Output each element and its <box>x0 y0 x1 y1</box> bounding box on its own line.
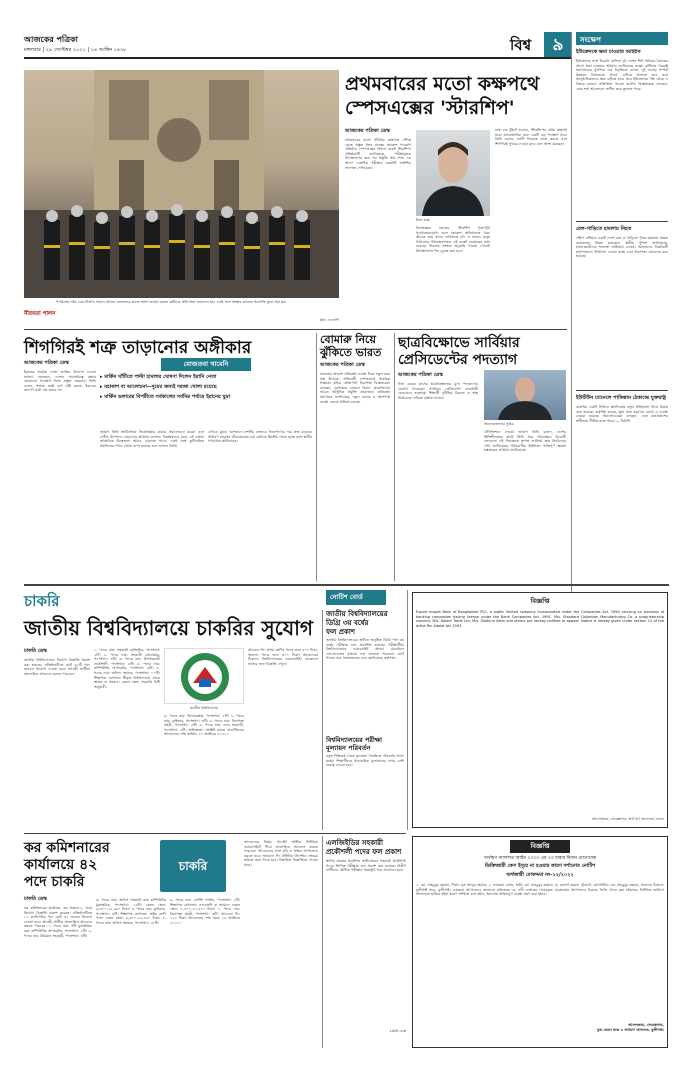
serbia-body-col1: টানা কয়েক মাসের ছাত্রবিক্ষোভের মুখে পদত্যাগের ঘোষণা দিয়েছেন সার্বিয়ার প্রেসিডেন্ট। রাজধানী বেলগ্রেডে হাজারো শিক্ষার্থী দুর্নীতির বিরুদ্ধে ও স্বচ্ছ নির্বাচনের দাবিতে রাস্তায় নামেন। <box>398 382 478 400</box>
masthead <box>24 32 669 64</box>
tax-headline-line3: পদে চাকরি <box>24 874 85 890</box>
tax-body-col4: আবেদনের নিয়ম: আগ্রহী প্রার্থীরা নির্ধারিত ওয়েবসাইটে গিয়ে অনলাইনে আবেদন করতে পারবেন। আবেদনের সঙ্গে ছবি ও স্বাক্ষর আপলোড করতে হবে। আবেদন ফি টেলিটক প্রিপেইড নম্বরের মাধ্যমে জমা দিতে হবে। বিস্তারিত বিজ্ঞপ্তিতে পাওয়া যাবে। <box>244 840 318 867</box>
spacex-headline <box>345 72 567 120</box>
court-notice-line2: ডিক্রিজারী কেস ইস্যুর না হওয়ার কারণ দর্শানোর নোটিশ <box>484 863 596 869</box>
court-notice-body: ১. মো. মাহবুবুর রহমান, পিতা: মৃত আব্দুর রহমান; ২. ফাতেমা বেগম, স্বামী: মো. মাহবুবুর রহমান; ৩. মেসার্স রহমান ট্রেডার্স, প্রোপ্রাইটর: মো. মাহবুবুর রহমান, সকলের ঠিকানা: মুন্সীগঞ্জ সদর, মুন্সীগঞ্জ। এতদ্বারা আপনাদের জানানো যাইতেছে যে, বাদী ব্যাংকের দায়েরকৃত মোকদ্দমায় আপনাদের বিরুদ্ধে ডিক্রি প্রদান করা হইয়াছে। নির্ধারিত তারিখে আদালতে হাজির হইয়া কারণ দর্শাইতে বলা হইল, অন্যথায় আইনানুগ ব্যবস্থা গ্রহণ করা হইবে। <box>416 883 664 897</box>
india-body: ভারতের আকাশ প্রতিরক্ষা ব্যবস্থা নিয়ে নতুন করে প্রশ্ন উঠেছে। প্রতিবেশী দেশগুলোর সামরিক সক্ষমতা বৃদ্ধির প্রেক্ষাপটে নিরাপত্তা বিশ্লেষকেরা বলছেন, দূরপাল্লার বোমারু বিমান মোকাবিলায় আরও আধুনিক প্রযুক্তি প্রয়োজন। প্রতিরক্ষা মন্ত্রণালয় জানিয়েছে, নতুন রাডার ও ক্ষেপণাস্ত্র ব্যবস্থা কেনার প্রক্রিয়া চলছে। <box>320 372 390 404</box>
university-emblem-icon <box>165 649 244 704</box>
brief-1-title: ইউক্রেনকে ক্ষমা চাওয়ার আহ্বান <box>576 49 641 55</box>
court-notice-subtitle: অর্থঋণ আদালত আইন ২০০৩ এর ৩৩ ধারার বিধান মোতাবেক <box>483 856 597 861</box>
serbia-body-col2: টেলিভিশনে দেওয়া ভাষণে তিনি বলেন, দেশের স্থিতিশীলতার স্বার্থে তিনি সরে দাঁড়াচ্ছেন। বিরোধী দলগুলো এই সিদ্ধান্তকে স্বাগত জানিয়ে দ্রুত নির্বাচনের দাবি জানিয়েছে। ইউরোপীয় ইউনিয়ন শান্তিপূর্ণ ক্ষমতা হস্তান্তরের আহ্বান জানিয়েছে। <box>484 430 566 453</box>
iran-body-col3: এদিকে মুদ্রার দরপতনে দেশটির বাজারে নিত্যপণ্যের দাম দ্রুত বাড়ছে। সাধারণ মানুষের জীবনযাত্রার ব্যয় মেটাতে হিমশিম খেতে হচ্ছে বলে স্থানীয় গণমাধ্যম জানিয়েছে। <box>208 430 312 444</box>
spacex-headline-line1: প্রথমবারের মতো কক্ষপথে <box>345 73 540 95</box>
legal-notice-footer: আদেশক্রমে, সেরেস্তাদার, অর্থ ঋণ আদালত, ঢাকা। <box>591 817 664 821</box>
jobs-posts-col3: আবেদন ফি: প্রথম শ্রেণির পদের জন্য ৫০০ টাকা, অন্যান্য পদের জন্য ৩০০ টাকা। আবেদনের ঠিকানা: বিশ্ববিদ্যালয়ের ওয়েবসাইট। যেকোনো তথ্যের জন্য বিজ্ঞপ্তি দেখুন। <box>248 648 318 666</box>
brief-2-title: রেল-গাড়িতে হামলায় নিহত <box>576 226 632 232</box>
india-headline <box>320 333 381 359</box>
lged-body: স্থানীয় সরকার প্রকৌশল অধিদপ্তরের সহকারী প্রকৌশলী পদের লিখিত পরীক্ষার ফল প্রকাশ করা হয়েছে। উত্তীর্ণ প্রার্থীদের মৌখিক পরীক্ষার সময়সূচি পরে জানানো হবে। <box>326 859 406 873</box>
notice-title-1 <box>326 609 404 636</box>
brief-1-body: ইউক্রেনের সঙ্গে বিরোধ মেটাতে দুই দেশের শীর্ষ পর্যায়ের বৈঠকের আগে ক্ষমা চাওয়ার আহ্বান জানিয়েছে মস্কো। রাশিয়ার পররাষ্ট্র মন্ত্রণালয়ের মুখপাত্র এক বিবৃতিতে বলেন, দুই দেশের সম্পর্ক উন্নয়নে কিয়েভকে আগে এগিয়ে আসতে হবে এবং আনুষ্ঠানিকভাবে ক্ষমা চাইতে হবে। তবে ইউক্রেনের পক্ষ থেকে এ বিষয়ে কোনো প্রতিক্রিয়া পাওয়া যায়নি। বিশ্লেষকেরা বলছেন, এমন শর্ত আলোচনা জটিল করে তুলতে পারে। <box>576 59 668 91</box>
notice-board-header: নোটিশ বোর্ড <box>326 590 386 605</box>
serbia-headline <box>398 335 568 369</box>
court-notice-footer-1: আদেশক্রমে, সেরেস্তাদার, <box>628 1023 664 1027</box>
nu-logo-caption: জাতীয় বিশ্ববিদ্যালয় <box>189 706 219 710</box>
masthead-rule <box>24 57 572 59</box>
notre-dame-caption-block <box>24 300 339 326</box>
vucic-photo <box>484 370 566 420</box>
notice-title-line5: মূল্যায়ন পরিবর্তন <box>326 744 371 752</box>
spacex-headline-line2: স্পেসএক্সের 'স্টারশিপ' <box>345 97 515 119</box>
lged-sign: চাকরি ডেস্ক <box>389 1029 406 1033</box>
photo-caption: প্যারিসের নটর ডেম গির্জার সামনে আগুন নেভানোর কাজে অংশ নেওয়া দমকল কর্মীদের প্রতি শ্রদ্ধা জানানো হয়। একই সঙ্গে সংস্কার কাজের অগ্রগতি তুলে ধরা হয়। <box>56 300 287 304</box>
jobs-byline: চাকরি ডেস্ক <box>24 648 47 654</box>
iran-bullet-1-text: মার্কিন ঘাঁটিতে পাল্টা হামলার ঘোষণা দিলেন ইরানি নেতা <box>104 374 217 380</box>
jobs-intro: জাতীয় বিশ্ববিদ্যালয়ে নিয়োগ বিজ্ঞপ্তি প্রকাশ করা হয়েছে। প্রতিষ্ঠানটিতে মোট ৪২টি পদে জনবল নিয়োগ দেওয়া হবে। আগ্রহী প্রার্থীরা অনলাইনে আবেদন করতে পারবেন। <box>24 658 90 676</box>
lged-title: এলজিইডির সহকারী প্রকৌশলী পদের ফল প্রকাশ <box>326 838 402 856</box>
newspaper-name: আজকের পত্রিকা <box>24 34 78 44</box>
iran-body-col1: ইরানের সর্বোচ্চ নেতা জাতির উদ্দেশে দেওয়া ভাষণে বলেছেন, দেশের সার্বভৌমত্ব রক্ষায় যেকোনো পদক্ষেপ নিতে প্রস্তুত তেহরান। তিনি বলেন, শত্রুরা যতই চাপ সৃষ্টি করুক, ইরানের জনগণ মাথা নত করবে না। <box>24 370 96 393</box>
india-headline-line1: বোমারু নিয়ে <box>320 333 376 346</box>
tax-body-col1: কর কমিশনারের কার্যালয়, কর অঞ্চল-২, ঢাকা নিয়োগ বিজ্ঞপ্তি প্রকাশ করেছে। প্রতিষ্ঠানটিতে ১১ ক্যাটাগরির পদে মোট ৪২ জনকে নিয়োগ দেওয়া হবে। আগ্রহী প্রার্থীরা অনলাইনে আবেদন করতে পারবেন। ১. পদের নাম: সাঁট মুদ্রাক্ষরিক কাম কম্পিউটার অপারেটর, পদসংখ্যা: ২টি। ২. পদের নাম: উচ্চমান সহকারী, পদসংখ্যা: ৩টি। <box>24 906 92 938</box>
briefs-header: সংক্ষেপ <box>576 32 668 45</box>
iran-byline: আজকের পত্রিকা ডেস্ক <box>24 360 69 366</box>
tax-headline <box>24 840 154 891</box>
jobs-badge-text: চাকরি <box>178 859 208 873</box>
notice-title-line2: ডিগ্রি ৩য় বর্ষের <box>326 618 369 627</box>
india-byline: আজকের পত্রিকা ডেস্ক <box>320 362 365 368</box>
notice-title-line3: ফল প্রকাশ <box>326 627 356 636</box>
court-notice-ad <box>412 836 668 1048</box>
serbia-headline-line2: প্রেসিডেন্টের পদত্যাগ <box>398 352 518 368</box>
photo-source: ছবি: এএফপি <box>319 318 339 322</box>
brief-3-title: ইউটিউব চ্যানেলে পাকিস্তান ঠেকাচ্ছে যুক্তরাষ্ট্র <box>576 395 666 401</box>
tax-headline-line1: কর কমিশনারের <box>24 840 110 856</box>
briefs-column <box>576 32 668 592</box>
elon-musk-caption: ইলন মাস্ক <box>416 218 430 222</box>
notice-title-line1: জাতীয় বিশ্ববিদ্যালয়ের <box>326 609 388 618</box>
spacex-body-col3: মাস্ক এক টুইটে জানান, স্টারশিপের প্রথম কক্ষপথ যাত্রা মানবজাতির জন্য একটি বড় পদক্ষেপ হবে। তিনি বলেন, দলটি দিনরাত কাজ করছে এবং শিগগিরই সুখবর দেওয়া যাবে বলে আশা করছেন। <box>495 128 567 146</box>
court-notice-line3: অর্থজারী মোকদ্দমা নং-১২/২০২২ <box>506 872 574 878</box>
court-notice-footer-2: যুগ্ম জেলা জজ ও অর্থঋণ আদালত, মুন্সীগঞ্জ। <box>596 1027 664 1032</box>
issue-date: মঙ্গলবার | ২৯ সেপ্টেম্বর ২০২১ | ১৪ আশ্বিন ১৪২৮ <box>24 47 127 53</box>
legal-notice-ad <box>412 592 668 828</box>
tax-body-col3: ৬. পদের নাম: নোটিশ সার্ভার, পদসংখ্যা: ২টি। শিক্ষাগত যোগ্যতা: এসএসসি বা সমমান। বেতন স্কেল: ৮,৫০০-২০,৫৭০ টাকা। ৭. পদের নাম: নিরাপত্তা প্রহরী, পদসংখ্যা: ৩টি। আবেদন ফি: ১১২ টাকা। আবেদনের শেষ সময়: ১৯ অক্টোবর ২০২১। <box>170 898 240 925</box>
iran-bullet-3-text: মার্কিন ডলারের বিপরীতে সর্বকালের সর্বনিম্ন পর্যায়ে ইরানের মুদ্রা <box>104 394 231 400</box>
notre-dame-photo <box>24 70 339 298</box>
portrait-icon <box>416 130 490 216</box>
notice-title-line4: বিশ্ববিদ্যালয়ের পরীক্ষা <box>326 736 382 744</box>
vucic-caption: আলেকজান্ডার ভুচিচ <box>484 422 514 426</box>
serbia-byline: আজকের পত্রিকা ডেস্ক <box>398 372 443 378</box>
iran-body-col2: ভাষণে তিনি অর্থনৈতিক নিষেধাজ্ঞার কঠোর সমালোচনা করেন এবং দেশীয় উৎপাদন বাড়ানোর আহ্বান জানান। বিশ্লেষকদের মতে, এই বক্তব্য আঞ্চলিক উত্তেজনা আরও বাড়াতে পারে। একই সঙ্গে কূটনৈতিক সমাধানের পথও খোলা রাখা হয়েছে বলে জানান তিনি। <box>100 430 204 448</box>
page-number: ৯ <box>544 32 572 58</box>
brief-2-body: দক্ষিণ এশিয়ার একটি দেশে রেল ও গাড়িতে পৃথক হামলায় অন্তত কয়েকজন নিহত হয়েছেন। স্থানীয় পুলিশ জানিয়েছে, হামলাকারীদের শনাক্তে অভিযান চলছে। আহতদের নিকটবর্তী হাসপাতালে চিকিৎসা দেওয়া হচ্ছে এবং নিরাপত্তা জোরদার করা হয়েছে। <box>576 236 668 259</box>
iran-bullet-2-text: মহাকাশ বা আলোচনা—দুয়ের জন্যই দরজা খোলা রয়েছে <box>104 384 217 390</box>
serbia-headline-line1: ছাত্রবিক্ষোভে সার্বিয়ার <box>398 335 520 351</box>
spacex-body-col1: প্রথমবারের মতো পৃথিবীর কক্ষপথে পৌঁছে যেতে প্রস্তুত ইলন মাস্কের মহাকাশ গবেষণা প্রতিষ্ঠান স্পেসএক্সের বিশাল রকেট স্টারশিপ। প্রতিষ্ঠানটি জানিয়েছে, পরীক্ষামূলক উৎক্ষেপণের জন্য সব প্রস্তুতি প্রায় শেষ। এর আগে একাধিক পরীক্ষায় রকেটটি আংশিক সফলতা দেখিয়েছে। <box>345 138 411 170</box>
iran-box-title: মোজতবা খামেনি <box>161 358 251 371</box>
lged-result-notice <box>326 838 406 1048</box>
spacex-body-col2: বিশেষজ্ঞরা বলছেন, স্টারশিপ পুরোপুরি পুনর্ব্যবহারযোগ্য হলে মহাকাশ অভিযানের খরচ অনেক কমে যাবে। ভবিষ্যতে চাঁদ ও মঙ্গলে মানুষ পাঠানোর পরিকল্পনাতেও এই রকেট ব্যবহারের কথা রয়েছে। নিয়ন্ত্রক সংস্থার অনুমতি পাওয়া গেলেই উৎক্ষেপণের দিন চূড়ান্ত করা হবে। <box>416 226 490 253</box>
nu-logo <box>164 648 244 704</box>
jobs-badge <box>160 840 226 892</box>
court-notice-title: বিজ্ঞপ্তি <box>510 840 570 853</box>
jobs-section-title: চাকরি <box>24 592 60 610</box>
iran-bullet-3: ▸ মার্কিন ডলারের বিপরীতে সর্বকালের সর্বনিম্ন পর্যায়ে ইরানের মুদ্রা <box>100 394 231 400</box>
legal-notice-title: বিজ্ঞপ্তি <box>530 597 550 605</box>
iran-headline: শিগগিরই শত্রু তাড়ানোর অঙ্গীকার <box>24 338 252 358</box>
iran-bullet-1: ▸ মার্কিন ঘাঁটিতে পাল্টা হামলার ঘোষণা দিলেন ইরানি নেতা <box>100 374 217 380</box>
portrait-icon <box>484 370 566 420</box>
notice-board <box>326 590 404 830</box>
jobs-posts-col2: ৬. পদের নাম: হিসাবরক্ষক, পদসংখ্যা: ২টি। ৭. পদের নাম: ড্রাইভার, পদসংখ্যা: ৩টি। ৮. পদের নাম: নিরাপত্তা প্রহরী, পদসংখ্যা: ৫টি। ৯. পদের নাম: ল্যাব সহকারী, পদসংখ্যা: ২টি। অভিজ্ঞতা: সংশ্লিষ্ট কাজে অগ্রাধিকার। আবেদনের শেষ তারিখ: ২০ অক্টোবর ২০২১। <box>164 714 244 737</box>
tax-body-col2: ৩. পদের নাম: অফিস সহকারী কাম কম্পিউটার মুদ্রাক্ষরিক, পদসংখ্যা: ১৫টি। বেতন স্কেল: ৯,৩০০-২২,৪৯০ টাকা। ৪. পদের নাম: ড্রাইভার, পদসংখ্যা: ৪টি। শিক্ষাগত যোগ্যতা: অষ্টম শ্রেণি পাস। বেতন স্কেল: ৯,৩০০-২২,৪৯০ টাকা। ৫. পদের নাম: অফিস সহায়ক, পদসংখ্যা: ১৮টি। <box>96 898 166 925</box>
elon-musk-photo <box>416 130 490 216</box>
iran-bullet-2: ▸ মহাকাশ বা আলোচনা—দুয়ের জন্যই দরজা খোলা রয়েছে <box>100 384 217 390</box>
tax-headline-line2: কার্যালয়ে ৪২ <box>24 857 98 873</box>
notice-title-2 <box>326 736 404 752</box>
spacex-byline: আজকের পত্রিকা ডেস্ক <box>345 128 390 134</box>
jobs-posts-col1: ১. পদের নাম: সহকারী রেজিস্ট্রার, পদসংখ্যা: ২টি। ২. পদের নাম: সহকারী প্রোগ্রামার, পদসংখ্যা: ৩টি। ৩. পদের নাম: উপসহকারী প্রকৌশলী, পদসংখ্যা: ৪টি। ৪. পদের নাম: কম্পিউটার অপারেটর, পদসংখ্যা: ৬টি। ৫. পদের নাম: অফিস সহায়ক, পদসংখ্যা: ১০টি। শিক্ষাগত যোগ্যতা: স্বীকৃত বিশ্ববিদ্যালয় থেকে স্নাতক বা সমমান। বেতন স্কেল: সরকারি বিধি অনুযায়ী। <box>94 648 160 689</box>
india-headline-line2: ঝুঁকিতে ভারত <box>320 346 382 359</box>
notice-body-1: জাতীয় বিশ্ববিদ্যালয়ের অধীনে অনুষ্ঠিত ডিগ্রি পাস ৩য় বর্ষের পরীক্ষার ফল প্রকাশিত হয়েছে। পরীক্ষার্থীরা বিশ্ববিদ্যালয়ের ওয়েবসাইট অথবা মোবাইলে এসএমএসের মাধ্যমে ফল জানতে পারবেন। মোট পাসের হার সন্তোষজনক বলে জানিয়েছে কর্তৃপক্ষ। <box>326 638 404 661</box>
tax-byline: চাকরি ডেস্ক <box>24 896 47 902</box>
iran-highlight-box <box>100 358 312 428</box>
brief-3-body: জনপ্রিয় একটি ভিডিও প্ল্যাটফর্মের নতুন নীতিমালা নিয়ে বিতর্ক শুরু হয়েছে। কর্তৃপক্ষ বলছে, ভুয়া তথ্য ছড়ানো রোধে এ ব্যবস্থা নেওয়া হয়েছে। সমালোচকেরা বলছেন, এতে মতপ্রকাশের স্বাধীনতা সীমিত হতে পারে। — বিবিসি <box>576 405 668 423</box>
photo-credit: নীরবতা পালন <box>24 311 56 317</box>
section-title: বিশ্ব <box>510 36 532 54</box>
notice-body-2: নতুন শিক্ষাবর্ষ থেকে মূল্যায়ন পদ্ধতিতে পরিবর্তন আনা হচ্ছে। শিক্ষার্থীদের ধারাবাহিক মূল্যায়নের ওপর বেশি গুরুত্ব দেওয়া হবে। <box>326 754 404 768</box>
firefighters-cathedral-icon <box>24 70 339 298</box>
jobs-headline: জাতীয় বিশ্ববিদ্যালয়ে চাকরির সুযোগ <box>24 616 314 640</box>
legal-notice-body: Export Import Bank of Bangladesh PLC. a public limited company incorporated under the Companies Act, 1994 carrying on business of banking companies having license under the Bank Companies Act, 1991. M/s. Standard Collection Manufacturing Co. a proprietorship concern; M/s. Kalam Trade Ltd; M/s. Shahina Alam and others are hereby notified to appear. Notice is hereby given under section 12 of the Artha Rin Adalat Ain 2003. <box>416 610 664 628</box>
